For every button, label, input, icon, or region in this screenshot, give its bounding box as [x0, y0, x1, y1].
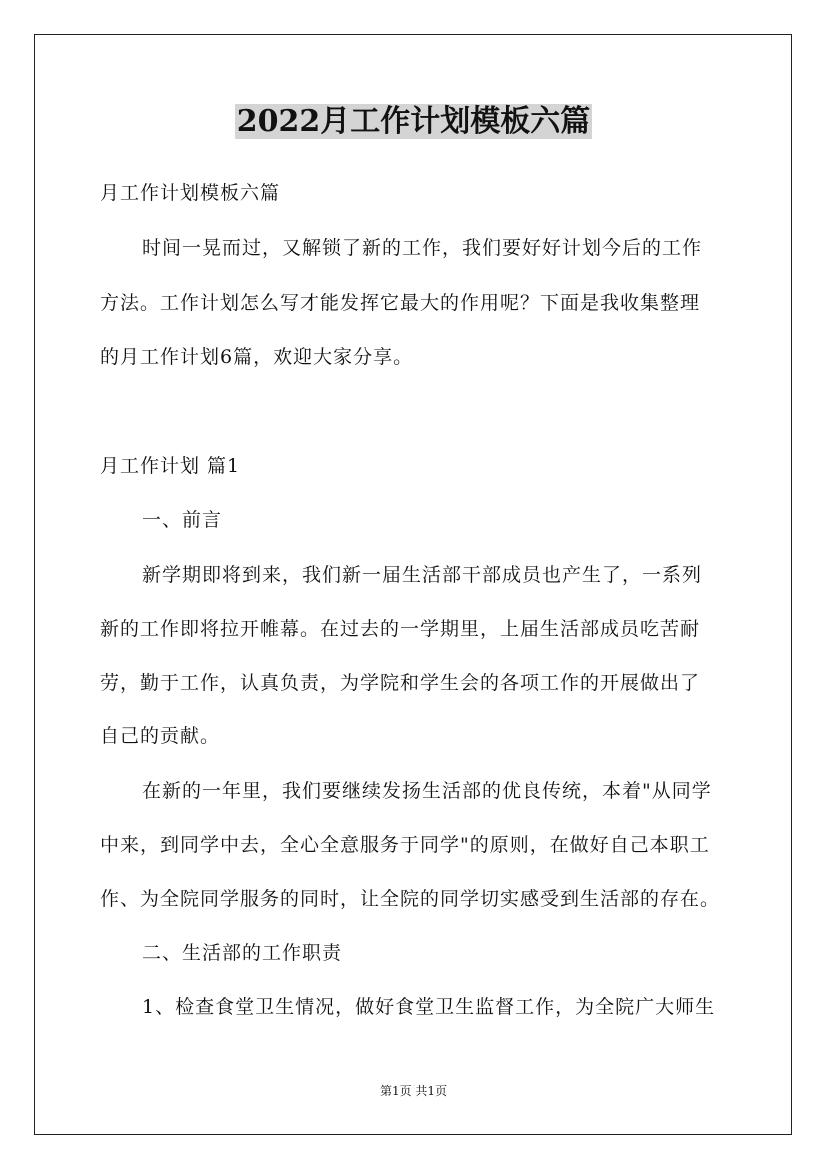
paragraph-line: 劳，勤于工作，认真负责，为学院和学生会的各项工作的开展做出了 — [100, 672, 701, 694]
paragraph-line: 自己的贡献。 — [100, 725, 221, 747]
document-title-text: 2022月工作计划模板六篇 — [236, 104, 591, 139]
paragraph-line: 中来，到同学中去，全心全意服务于同学"的原则，在做好自己本职工 — [100, 834, 710, 856]
paragraph-line: 新的工作即将拉开帷幕。在过去的一学期里，上届生活部成员吃苦耐 — [100, 618, 701, 640]
page-footer: 第1页 共1页 — [379, 1084, 448, 1098]
paragraph-line: 1、检查食堂卫生情况，做好食堂卫生监督工作，为全院广大师生 — [142, 996, 716, 1018]
intro-line: 的月工作计划6篇，欢迎大家分享。 — [100, 346, 414, 368]
section-heading: 月工作计划 篇1 — [100, 455, 241, 477]
paragraph-line: 在新的一年里，我们要继续发扬生活部的优良传统，本着"从同学 — [142, 780, 712, 802]
subtitle: 月工作计划模板六篇 — [100, 182, 281, 204]
intro-line: 时间一晃而过，又解锁了新的工作，我们要好好计划今后的工作 — [142, 237, 703, 259]
document-title — [0, 102, 827, 142]
part-heading: 一、前言 — [142, 509, 223, 531]
paragraph-line: 新学期即将到来，我们新一届生活部干部成员也产生了，一系列 — [142, 564, 703, 586]
part-heading: 二、生活部的工作职责 — [142, 942, 343, 964]
paragraph-line: 作、为全院同学服务的同时，让全院的同学切实感受到生活部的存在。 — [100, 888, 721, 910]
intro-line: 方法。工作计划怎么写才能发挥它最大的作用呢？下面是我收集整理 — [100, 292, 701, 314]
